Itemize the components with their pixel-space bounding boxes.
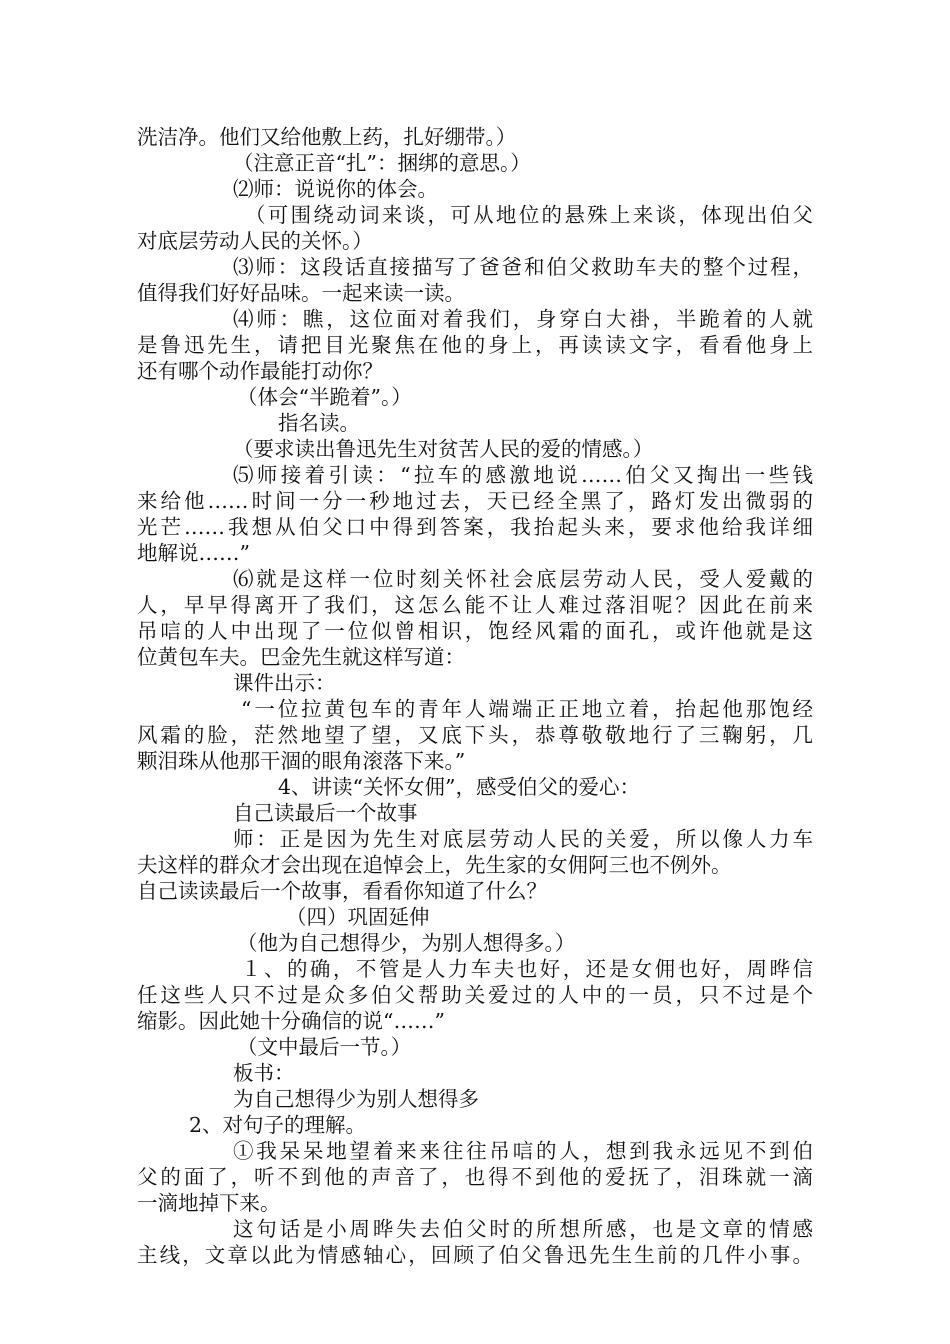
text-line: 师：正是因为先生对底层劳动人民的关爱，所以像人力车 [233,827,813,851]
text-line: （注意正音“扎”：捆绑的意思。） [233,151,531,175]
text-line: 风霜的脸，茫然地望了望，又底下头，恭尊敬敬地行了三鞠躬，几 [137,723,813,747]
text-line: 是鲁迅先生，请把目光聚焦在他的身上，再读读文字，看看他身上 [137,333,813,357]
text-line: １、的确，不管是人力车夫也好，还是女佣也好，周晔信 [241,957,813,981]
section-heading: （四）巩固延伸 [286,905,430,929]
text-line: 吊唁的人中出现了一位似曾相识，饱经风霜的面孔，或许他就是这 [137,619,813,643]
text-line: 课件出示： [233,671,336,695]
text-line: （文中最后一节。） [237,1035,412,1059]
text-line: 为自己想得少为别人想得多 [233,1087,479,1111]
text-line: 光芒……我想从伯父口中得到答案，我抬起头来，要求他给我详细 [137,515,813,539]
section-heading: 2、对句子的理解。 [189,1113,367,1137]
text-line: 这句话是小周晔失去伯父时的所想所感，也是文章的情感 [233,1217,813,1241]
text-line: 人，早早得离开了我们，这怎么能不让人难过落泪呢？因此在前来 [137,593,813,617]
text-line: 缩影。因此她十分确信的说“……” [137,1009,445,1033]
text-line: 地解说……” [137,541,250,565]
text-line: 来给他……时间一分一秒地过去，天已经全黑了，路灯发出微弱的 [137,489,813,513]
text-line: “一位拉黄包车的青年人端端正正地立着，抬起他那饱经 [241,697,813,721]
section-heading: 4、讲读“关怀女佣”，感受伯父的爱心： [278,775,641,799]
text-line: ⑶师：这段话直接描写了爸爸和伯父救助车夫的整个过程， [233,255,813,279]
text-line: 对底层劳动人民的关怀。） [137,229,373,253]
text-line: 值得我们好好品味。一起来读一读。 [137,281,465,305]
text-line: 板书： [233,1061,295,1085]
text-line: 自己读最后一个故事 [233,801,418,825]
text-line: （要求读出鲁迅先生对贫苦人民的爱的情感。） [233,437,654,461]
text-line: 指名读。 [278,411,360,435]
text-line: 还有哪个动作最能打动你？ [137,359,383,383]
text-line: 任这些人只不过是众多伯父帮助关爱过的人中的一员，只不过是个 [137,983,813,1007]
text-line: （可围绕动词来谈，可从地位的悬殊上来谈，体现出伯父 [245,203,813,227]
text-line: （他为自己想得少，为别人想得多。） [237,931,576,955]
text-line: （体会“半跪着”。） [237,385,412,409]
text-line: 主线，文章以此为情感轴心，回顾了伯父鲁迅先生生前的几件小事。 [137,1243,813,1267]
text-line: ⑷师：瞧，这位面对着我们，身穿白大褂，半跪着的人就 [233,307,813,331]
text-line: 父的面了，听不到他的声音了，也得不到他的爱抚了，泪珠就一滴 [137,1165,813,1189]
text-line: ⑵师：说说你的体会。 [233,177,438,201]
text-line: 自己读读最后一个故事，看看你知道了什么？ [137,879,547,903]
text-line: 颗泪珠从他那干涸的眼角滚落下来。” [137,749,466,773]
text-line: 一滴地掉下来。 [137,1191,281,1215]
text-line: 位黄包车夫。巴金先生就这样写道： [137,645,465,669]
text-line: ⑹就是这样一位时刻关怀社会底层劳动人民，受人爱戴的 [233,567,813,591]
text-line: 夫这样的群众才会出现在追悼会上，先生家的女佣阿三也不例外。 [137,853,732,877]
text-line: ①我呆呆地望着来来往往吊唁的人，想到我永远见不到伯 [233,1139,813,1163]
text-line: 洗洁净。他们又给他敷上药，扎好绷带。） [137,125,517,149]
text-line: ⑸师接着引读：“拉车的感激地说……伯父又掏出一些钱 [233,463,813,487]
